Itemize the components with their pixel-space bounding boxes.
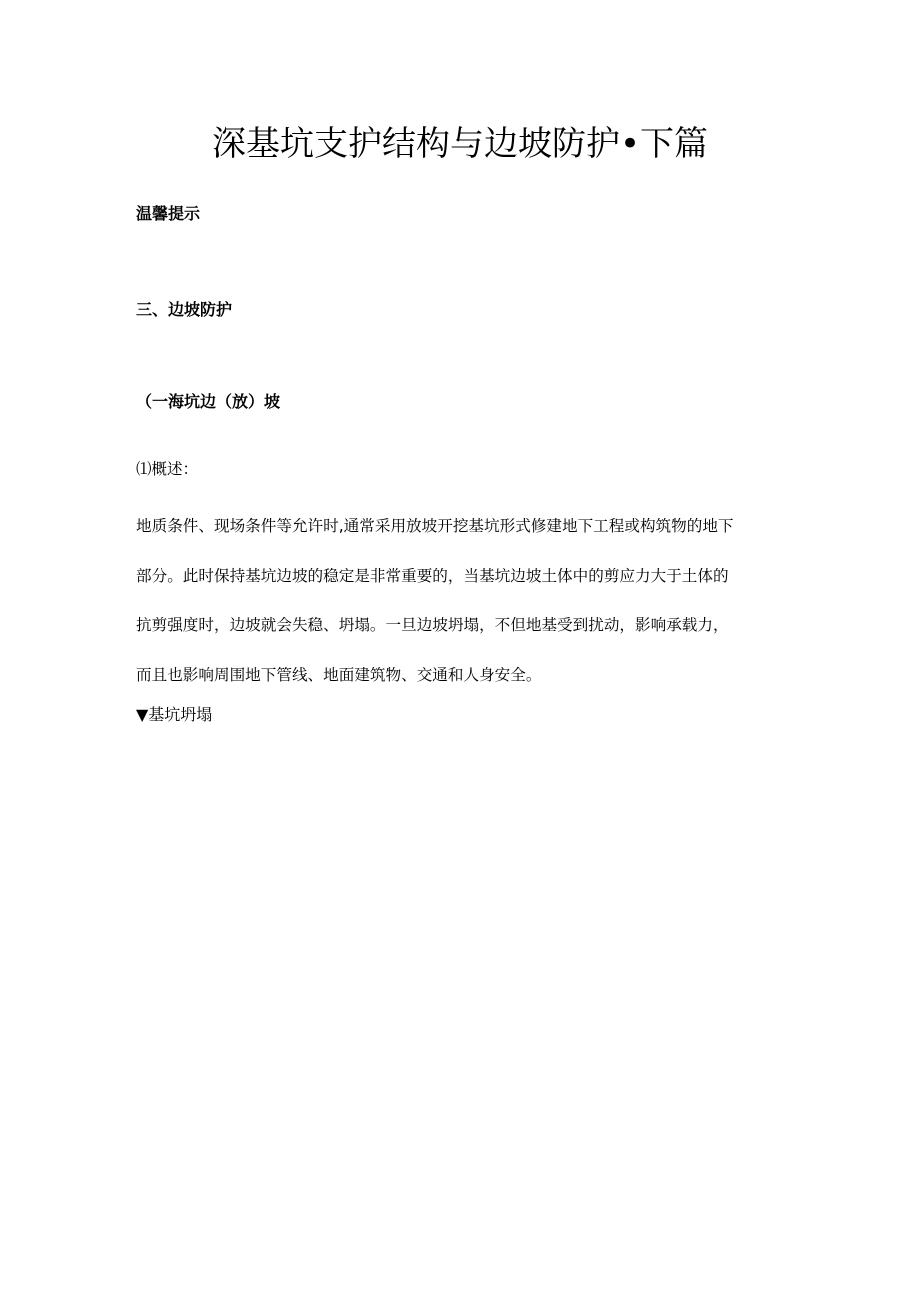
figure-caption: ▼基坑坍塌 [136, 705, 213, 724]
paragraph-line: 部分。此时保持基坑边坡的稳定是非常重要的，当基坑边坡土体中的剪应力大于土体的 [136, 566, 729, 585]
paragraph-line: 地质条件、现场条件等允许时,通常采用放坡开挖基坑形式修建地下工程或构筑物的地下 [136, 517, 734, 535]
section-heading: 三、边坡防护 [136, 300, 233, 319]
paragraph-line: 而且也影响周围地下管线、地面建筑物、交通和人身安全。 [136, 665, 542, 684]
overview-paragraph [136, 502, 788, 700]
document-title: 深基坑支护结构与边坡防护•下篇 [211, 124, 709, 164]
overview-label: ⑴概述： [136, 460, 199, 478]
paragraph-line: 抗剪强度时，边坡就会失稳、坍塌。一旦边坡坍塌，不但地基受到扰动，影响承载力， [136, 616, 729, 634]
subsection-heading: （一海坑边（放）坡 [136, 392, 281, 411]
tip-heading: 温馨提示 [136, 204, 201, 223]
